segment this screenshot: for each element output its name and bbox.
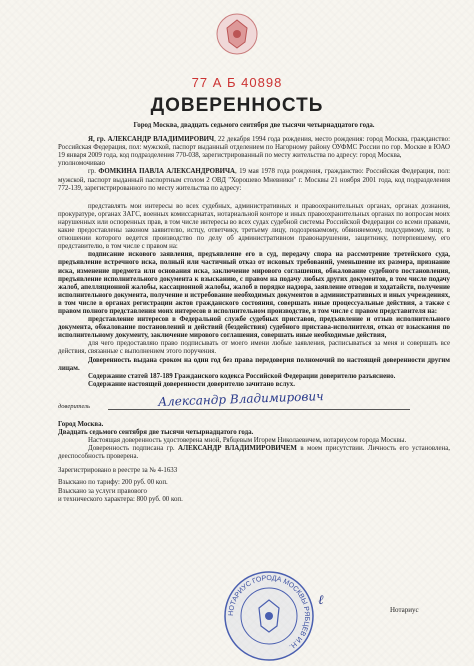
- cert-date: Двадцать седьмого сентября две тысячи четырнадцатого года.: [58, 429, 254, 436]
- principal-name: АЛЕКСАНДР ВЛАДИМИРОВИЧ: [107, 136, 215, 144]
- place-date: Город Москва, двадцать седьмого сентября две тысячи четырнадцатого года.: [133, 122, 375, 129]
- notary-seal-icon: [223, 570, 315, 662]
- cert-signed-tail: в моем присутствии. Личность его установлена, дееспособность проверена.: [58, 445, 450, 461]
- term-paragraph: Доверенность выдана сроком на один год без права передоверия полномочий по настоящей доверенности другим лицам.: [58, 356, 450, 372]
- authorize-word: уполномочиваю: [58, 160, 106, 168]
- seal-ring-text: НОТАРИУС ГОРОДА МОСКВЫ РЯБЦЕВ И.Н.: [227, 574, 311, 651]
- registry-number: Зарегистрировано в реестре за № 4-1633: [58, 467, 178, 475]
- cert-signed: [58, 445, 450, 461]
- principal-lead: Я, гр.: [88, 136, 106, 144]
- read-aloud-paragraph: Содержание настоящей доверенности доверителю зачитано вслух.: [88, 380, 295, 388]
- agent-paragraph: [58, 168, 450, 192]
- fees-block: [58, 479, 450, 503]
- principal-details: , 22 декабря 1994 года рождения, место рождения: город Москва, гражданство: Российская Федерация, пол: мужской, паспорт выданный отделением по Нагорному району ОУФМС России по гор. Москве в ЮАО 19 января 2009 года, код подразделения 770-038, зарегистрированный по месту жительства по адресу: город Москва,: [58, 136, 450, 160]
- notary-signature-icon: ℓ: [318, 592, 324, 607]
- signing-rights-paragraph: для чего предоставляю право подписывать от моего имени любые заявления, расписываться за меня и совершать все действия, связанные с выполнением этого поручения.: [58, 340, 450, 356]
- bailiff-powers-paragraph: представление интересов в Федеральной службе судебных приставов, предъявление и отзыв исполнительного документа, обжалование постановлений и действий (бездействия) судебного пристава-исполнителя, отказ от взыскания по исполнительному документу, заключение мирового соглашения, совершать иные необходимые действия,: [58, 316, 450, 340]
- court-powers-paragraph: подписание искового заявления, предъявление его в суд, передачу спора на рассмотрение третейского суда, предъявление встречного иска, полный или частичный отказ от исковых требований, уменьшение их размера, признание иска, изменение предмета или основания иска, заключение мирового соглашения, обжалование судебного постановления, предъявление исполнительного документа к взысканию, с правом на подачу любых других документов, в том числе подачу жалоб, апелляционной жалобы, кассационной жалобы, жалоб в порядке надзора, заявление отводов и ходатайств, получение исполнительного документа, получение и истребование необходимых документов в административных и иных учреждениях, в том числе в органах регистрации актов гражданского состояния, совершать иные процессуальные действия, а также с правом полного представления моих интересов в исполнительном производстве, в том числе с правом представителя на:: [58, 251, 450, 315]
- signature-line: [108, 409, 410, 410]
- powers-paragraph: представлять мои интересы во всех судебных, административных и правоохранительных органах, органах дознания, прокуратуре, органах ЗАГС, военных комиссариатах, нотариальной конторе и иных правоохранительных органах по вопросам моих нарушенных или оспоренных прав, в том числе интересы во всех судах судебной системы Российской Федерации со всеми правами, какие предоставлены законом заявителю, истцу, ответчику, третьему лицу, подозреваемому, обвиняемому, подсудимому, лицу, в отношении которого ведется производство по делу об административном правонарушении, защитнику, потерпевшему, его представителю, в том числе с правом на:: [58, 202, 450, 251]
- coat-of-arms-icon: [215, 10, 259, 58]
- principal-paragraph: [58, 136, 450, 160]
- fee-services-2: и технического характера: 800 руб. 00 коп.: [58, 495, 183, 503]
- fee-services-1: Взыскано за услуги правового: [58, 487, 147, 495]
- principal-signature-row: [58, 389, 450, 415]
- fee-tariff: Взыскано по тарифу: 200 руб. 00 коп.: [58, 479, 168, 487]
- signature-label: доверитель: [58, 402, 90, 410]
- cert-notary: Настоящая доверенность удостоверена мной, Рябцевым Игорем Николаевичем, нотариусом города Москвы.: [88, 437, 407, 445]
- articles-paragraph: Содержание статей 187-189 Гражданского кодекса Российской Федерации доверителю разъяснено.: [88, 372, 396, 380]
- notary-label: Нотариус: [390, 606, 419, 614]
- handwritten-signature: Александр Владимирович: [157, 389, 324, 409]
- cert-signed-name: АЛЕКСАНДР ВЛАДИМИРОВИЧЕМ: [178, 445, 297, 453]
- agent-lead: гр.: [88, 168, 96, 176]
- document-body: [58, 122, 450, 504]
- agent-name: ФОМКИНА ПАВЛА АЛЕКСАНДРОВИЧА: [98, 168, 236, 176]
- document-title: ДОВЕРЕННОСТЬ: [150, 95, 324, 116]
- cert-signed-lead: Доверенность подписана гр.: [88, 445, 175, 453]
- document-serial: 77 А Б 40898: [191, 75, 283, 90]
- cert-city: Город Москва.: [58, 420, 104, 428]
- agent-details: , 19 мая 1978 года рождения, гражданство: Российская Федерация, пол: мужской, паспорт выданный паспортным столом 2 ОВД "Хорошево Мневники" г. Москвы 21 ноября 2001 года, код подразделения 772-139, зарегистрированного по месту жительства по адресу:: [58, 168, 450, 192]
